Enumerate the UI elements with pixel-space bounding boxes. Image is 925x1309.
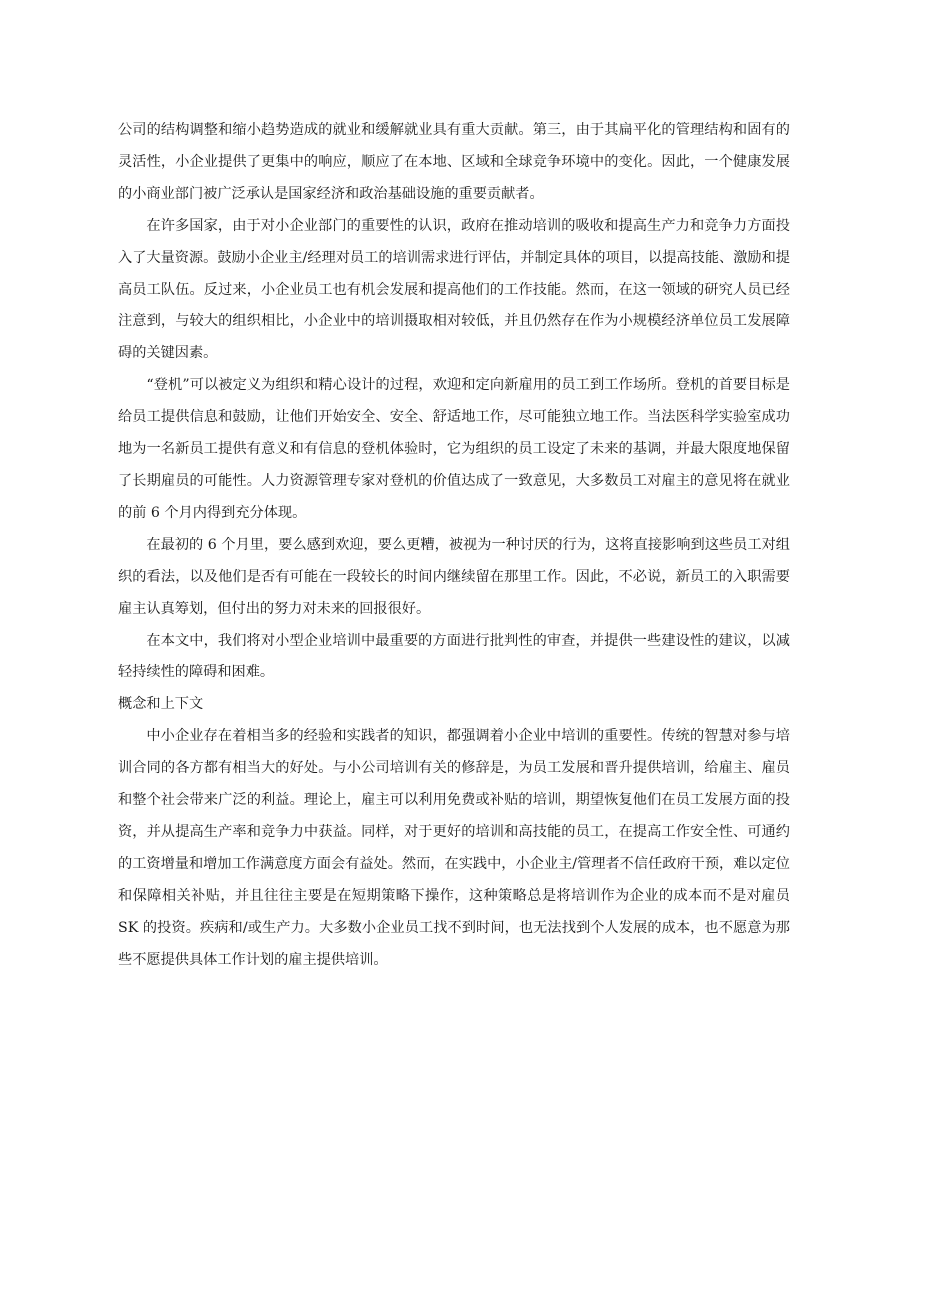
paragraph-intro-continuation: 公司的结构调整和缩小趋势造成的就业和缓解就业具有重大贡献。第三，由于其扁平化的管理结构和固有的灵活性，小企业提供了更集中的响应，顺应了在本地、区域和全球竞争环境中的变化。因此，一个健康发展的小商业部门被广泛承认是国家经济和政治基础设施的重要贡献者。 — [118, 122, 790, 202]
document-page — [118, 115, 790, 976]
section-heading-concepts: 概念和上下文 — [118, 696, 204, 713]
paragraph-sme-training-knowledge: 中小企业存在着相当多的经验和实践者的知识，都强调着小企业中培训的重要性。传统的智慧对参与培训合同的各方都有相当大的好处。与小公司培训有关的修辞是，为员工发展和晋升提供培训，给雇主、雇员和整个社会带来广泛的利益。理论上，雇主可以利用免费或补贴的培训，期望恢复他们在员工发展方面的投资，并从提高生产率和竞争力中获益。同样，对于更好的培训和高技能的员工，在提高工作安全性、可通约的工资增量和增加工作满意度方面会有益处。然而，在实践中，小企业主/管理者不信任政府干预，难以定位和保障相关补贴，并且往往主要是在短期策略下操作，这种策略总是将培训作为企业的成本而不是对雇员 SK 的投资。疾病和/或生产力。大多数小企业员工找不到时间，也无法找到个人发展的成本，也不愿意为那些不愿提供具体工作计划的雇主提供培训。 — [118, 728, 790, 968]
paragraph-article-purpose: 在本文中，我们将对小型企业培训中最重要的方面进行批判性的审查，并提供一些建设性的建议，以减轻持续性的障碍和困难。 — [118, 632, 790, 681]
paragraph-government-investment: 在许多国家，由于对小企业部门的重要性的认识，政府在推动培训的吸收和提高生产力和竞争力方面投入了大量资源。鼓励小企业主/经理对员工的培训需求进行评估，并制定具体的项目，以提高技能、激励和提高员工队伍。反过来，小企业员工也有机会发展和提高他们的工作技能。然而，在这一领域的研究人员已经注意到，与较大的组织相比，小企业中的培训摄取相对较低，并且仍然存在作为小规模经济单位员工发展障碍的关键因素。 — [118, 217, 790, 362]
paragraph-onboarding-definition: “登机”可以被定义为组织和精心设计的过程，欢迎和定向新雇用的员工到工作场所。登机的首要目标是给员工提供信息和鼓励，让他们开始安全、安全、舒适地工作，尽可能独立地工作。当法医科学实验室成功地为一名新员工提供有意义和有信息的登机体验时，它为组织的员工设定了未来的基调，并最大限度地保留了长期雇员的可能性。人力资源管理专家对登机的价值达成了一致意见，大多数员工对雇主的意见将在就业的前 6 个月内得到充分体现。 — [118, 377, 790, 521]
paragraph-first-six-months: 在最初的 6 个月里，要么感到欢迎，要么更糟，被视为一种讨厌的行为，这将直接影响到这些员工对组织的看法，以及他们是否有可能在一段较长的时间内继续留在那里工作。因此，不必说，新员工的入职需要雇主认真筹划，但付出的努力对未来的回报很好。 — [118, 536, 790, 617]
